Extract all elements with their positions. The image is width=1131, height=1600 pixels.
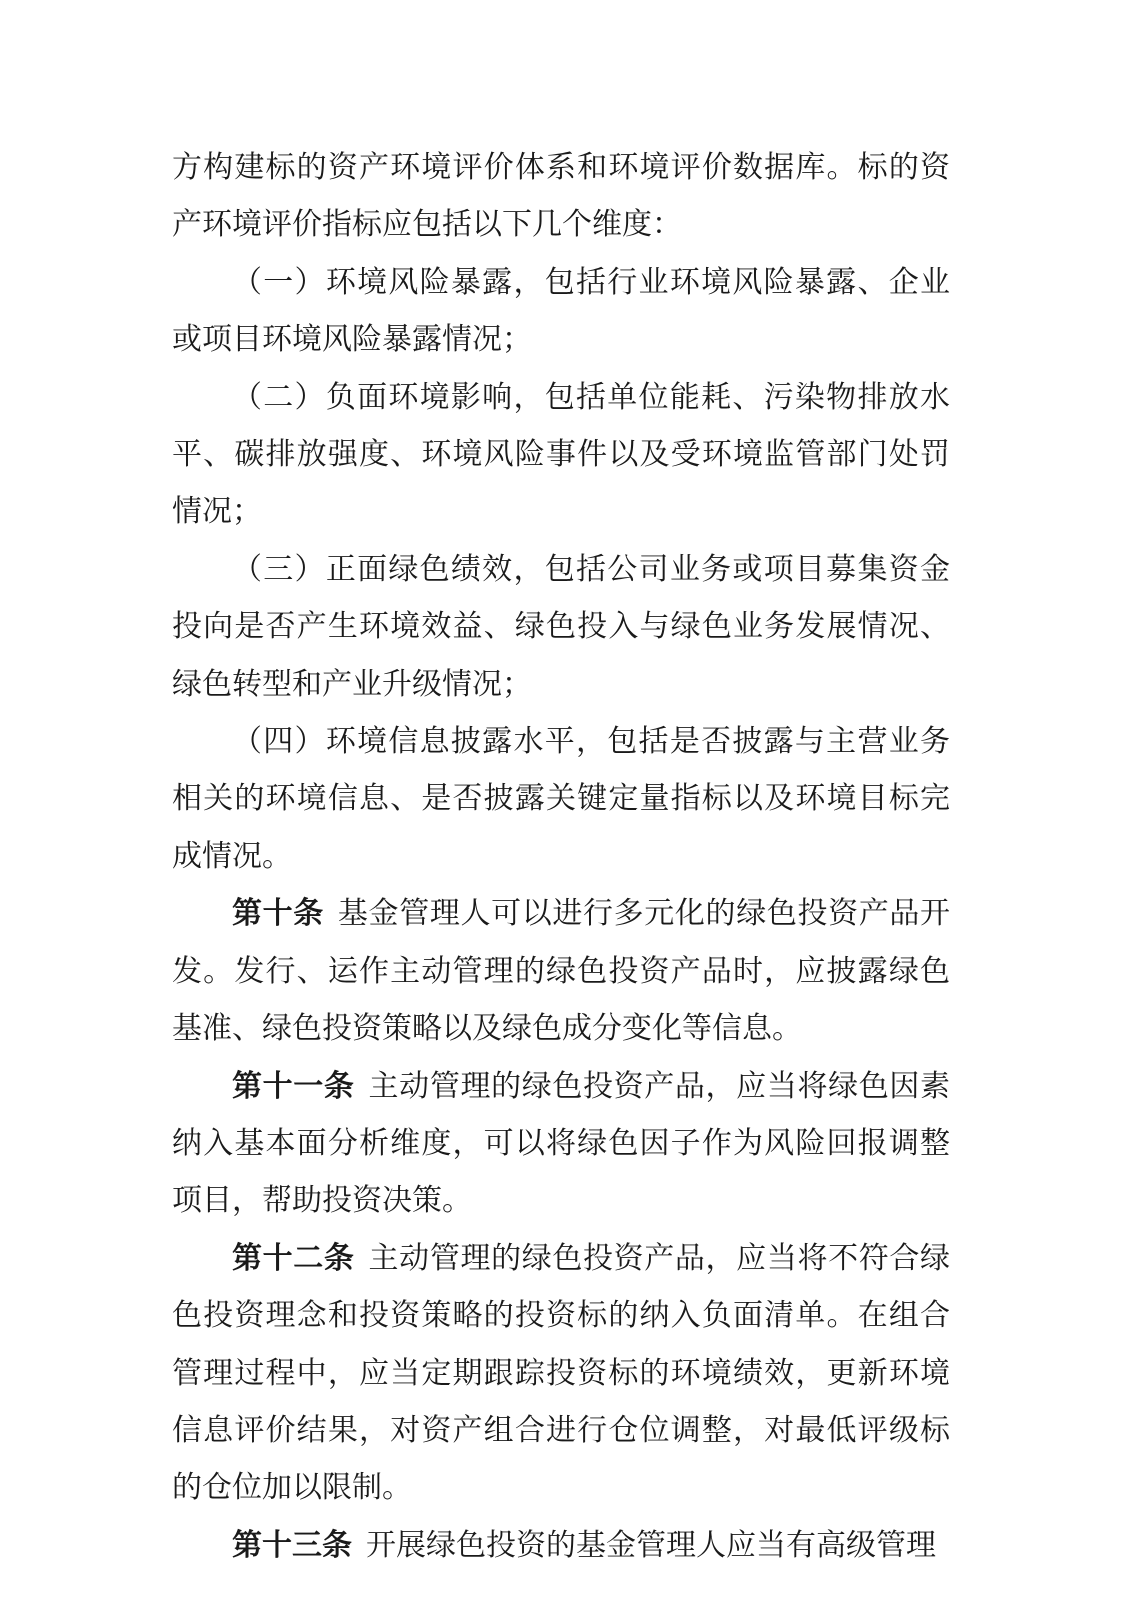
- article-number: 第十二条: [232, 1240, 355, 1276]
- paragraph-item-3: [172, 541, 950, 713]
- article-13: [172, 1517, 950, 1574]
- article-number: 第十一条: [232, 1068, 355, 1104]
- paragraph-text: （二）负面环境影响，包括单位能耗、污染物排放水平、碳排放强度、环境风险事件以及受环境监管部门处罚情况；: [172, 379, 950, 530]
- paragraph-text: （三）正面绿色绩效，包括公司业务或项目募集资金投向是否产生环境效益、绿色投入与绿色业务发展情况、绿色转型和产业升级情况；: [172, 551, 950, 702]
- article-text: 主动管理的绿色投资产品，应当将绿色因素纳入基本面分析维度，可以将绿色因子作为风险回报调整项目，帮助投资决策。: [172, 1068, 951, 1219]
- paragraph-text: （一）环境风险暴露，包括行业环境风险暴露、企业或项目环境风险暴露情况；: [172, 264, 950, 358]
- paragraph-text: （四）环境信息披露水平，包括是否披露与主营业务相关的环境信息、是否披露关键定量指标以及环境目标完成情况。: [172, 724, 950, 874]
- paragraph-item-4: [172, 713, 950, 885]
- article-number: 第十三条: [232, 1527, 352, 1563]
- paragraph-item-2: [172, 369, 950, 541]
- article-text: 主动管理的绿色投资产品，应当将不符合绿色投资理念和投资策略的投资标的纳入负面清单。在组合管理过程中，应当定期跟踪投资标的环境绩效，更新环境信息评价结果，对资产组合进行仓位调整，对最低评级标的仓位加以限制。: [172, 1240, 951, 1506]
- article-text: 基金管理人可以进行多元化的绿色投资产品开发。发行、运作主动管理的绿色投资产品时，应披露绿色基准、绿色投资策略以及绿色成分变化等信息。: [172, 896, 951, 1047]
- paragraph-item-1: [172, 254, 950, 369]
- paragraph-continuation: [172, 139, 950, 254]
- paragraph-text: 方构建标的资产环境评价体系和环境评价数据库。标的资产环境评价指标应包括以下几个维度：: [172, 150, 950, 243]
- article-11: [172, 1058, 950, 1230]
- article-12: [172, 1230, 950, 1517]
- article-10: [172, 885, 950, 1057]
- article-text: 开展绿色投资的基金管理人应当有高级管理: [366, 1527, 936, 1563]
- article-number: 第十条: [232, 896, 324, 932]
- document-body: [172, 139, 950, 1574]
